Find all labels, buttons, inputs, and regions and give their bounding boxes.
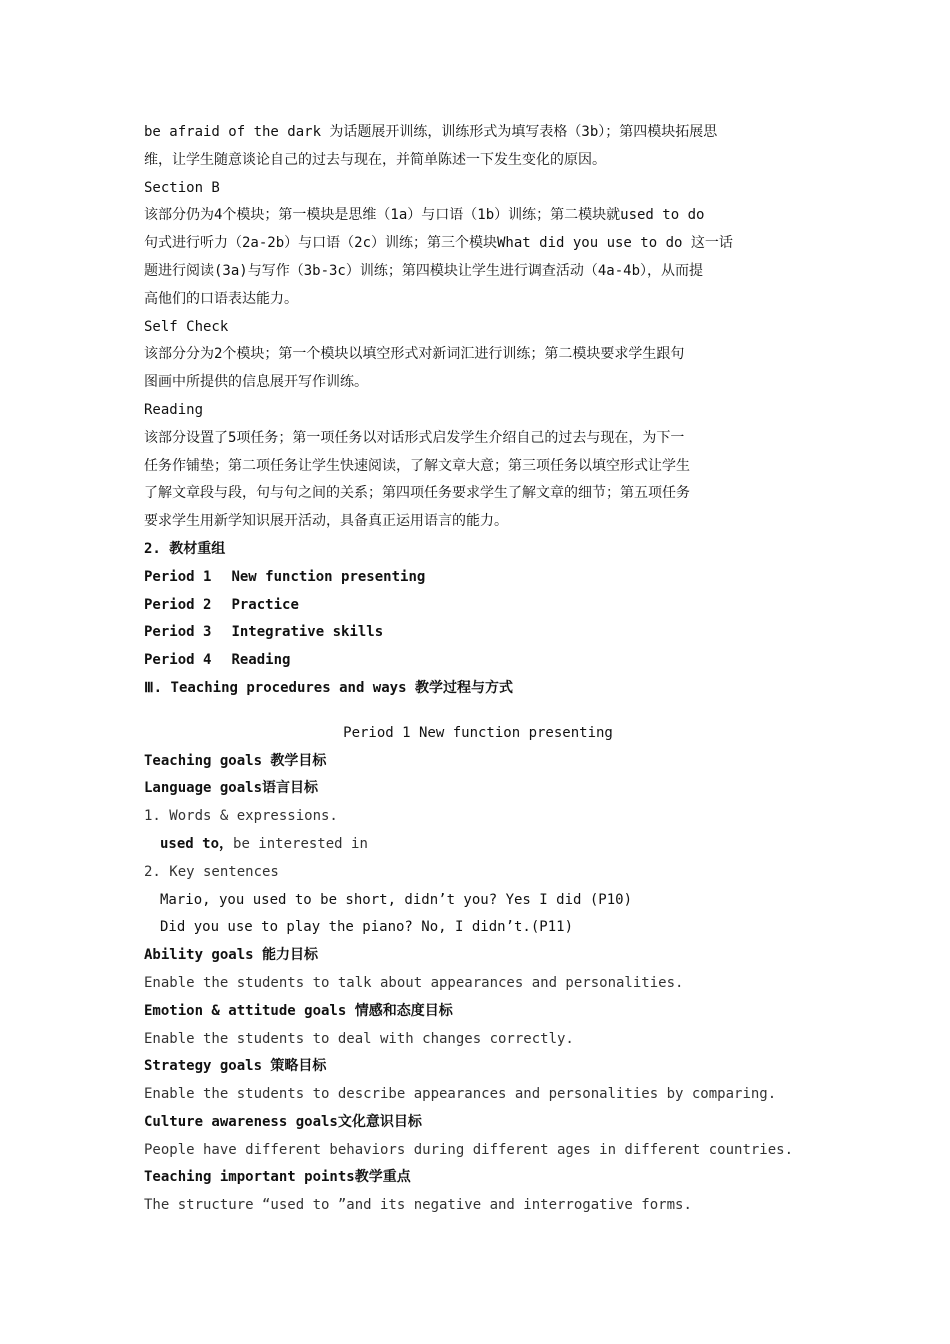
- ability-goals-heading: Ability goals 能力目标: [144, 947, 319, 964]
- words-bold: used to，: [160, 835, 234, 852]
- strategy-goals-heading: Strategy goals 策略目标: [144, 1058, 327, 1075]
- period-title: Practice: [231, 596, 299, 613]
- culture-goals-text: People have different behaviors during different ages in different countries.: [144, 1141, 794, 1158]
- words-rest: be interested in: [233, 835, 368, 852]
- reading-line: 了解文章段与段，句与句之间的关系；第四项任务要求学生了解文章的细节；第五项任务: [144, 485, 690, 502]
- culture-goals-heading: Culture awareness goals文化意识目标: [144, 1113, 422, 1130]
- key-sentences-heading: 2. Key sentences: [144, 863, 279, 880]
- period-item: [144, 592, 812, 620]
- intro-line-1: be afraid of the dark 为话题展开训练，训练形式为填写表格（3b）；第四模块拓展思: [144, 124, 718, 140]
- emotion-goals-heading: Emotion & attitude goals 情感和态度目标: [144, 1002, 453, 1019]
- period-item: [144, 564, 812, 592]
- period-label: Period 2: [144, 596, 212, 613]
- self-check-heading: Self Check: [144, 318, 229, 335]
- section-b-line: 句式进行听力（2a-2b）与口语（2c）训练；第三个模块What did you use to do 这一话: [144, 235, 733, 252]
- section-b-line: 高他们的口语表达能力。: [144, 290, 298, 307]
- section-b-heading: Section B: [144, 179, 220, 196]
- key-sentence: Mario, you used to be short, didn’t you? Yes I did (P10): [160, 891, 633, 908]
- period-label: Period 4: [144, 652, 212, 669]
- reading-line: 该部分设置了5项任务；第一项任务以对话形式启发学生介绍自己的过去与现在，为下一: [144, 429, 685, 446]
- reading-heading: Reading: [144, 401, 204, 418]
- key-sentence: Did you use to play the piano? No, I didn’t.(P11): [160, 919, 574, 936]
- important-points-heading: Teaching important points教学重点: [144, 1169, 411, 1186]
- procedures-heading: Ⅲ. Teaching procedures and ways 教学过程与方式: [144, 679, 513, 696]
- period-1-title: Period 1 New function presenting: [343, 724, 613, 741]
- words-line: [144, 831, 812, 859]
- reading-line: 任务作铺垫；第二项任务让学生快速阅读，了解文章大意；第三项任务以填空形式让学生: [144, 457, 690, 474]
- words-heading: 1. Words & expressions.: [144, 808, 338, 825]
- period-label: Period 3: [144, 624, 212, 641]
- teaching-goals-heading: Teaching goals 教学目标: [144, 752, 327, 769]
- period-title: Reading: [231, 652, 291, 669]
- document-page: [144, 119, 812, 1220]
- ability-goals-text: Enable the students to talk about appearances and personalities.: [144, 974, 684, 991]
- intro-line-2: 维，让学生随意谈论自己的过去与现在，并简单陈述一下发生变化的原因。: [144, 151, 606, 168]
- emotion-goals-text: Enable the students to deal with changes correctly.: [144, 1030, 574, 1047]
- self-check-line: 图画中所提供的信息展开写作训练。: [144, 374, 368, 391]
- section-b-line: 该部分仍为4个模块；第一模块是思维（1a）与口语（1b）训练；第二模块就used to do: [144, 207, 705, 224]
- self-check-line: 该部分分为2个模块；第一个模块以填空形式对新词汇进行训练；第二模块要求学生跟句: [144, 346, 685, 363]
- language-goals-heading: Language goals语言目标: [144, 780, 319, 797]
- strategy-goals-text: Enable the students to describe appearances and personalities by comparing.: [144, 1086, 777, 1103]
- period-title: Integrative skills: [231, 624, 384, 641]
- reorg-heading: 2. 教材重组: [144, 540, 226, 557]
- period-title: New function presenting: [231, 568, 426, 585]
- period-item: [144, 619, 812, 647]
- important-points-text: The structure “used to ”and its negative and interrogative forms.: [144, 1197, 692, 1214]
- period-item: [144, 647, 812, 675]
- period-label: Period 1: [144, 568, 212, 585]
- section-b-line: 题进行阅读(3a)与写作（3b-3c）训练；第四模块让学生进行调查活动（4a-4b），从而提: [144, 262, 703, 279]
- reading-line: 要求学生用新学知识展开活动，具备真正运用语言的能力。: [144, 513, 508, 530]
